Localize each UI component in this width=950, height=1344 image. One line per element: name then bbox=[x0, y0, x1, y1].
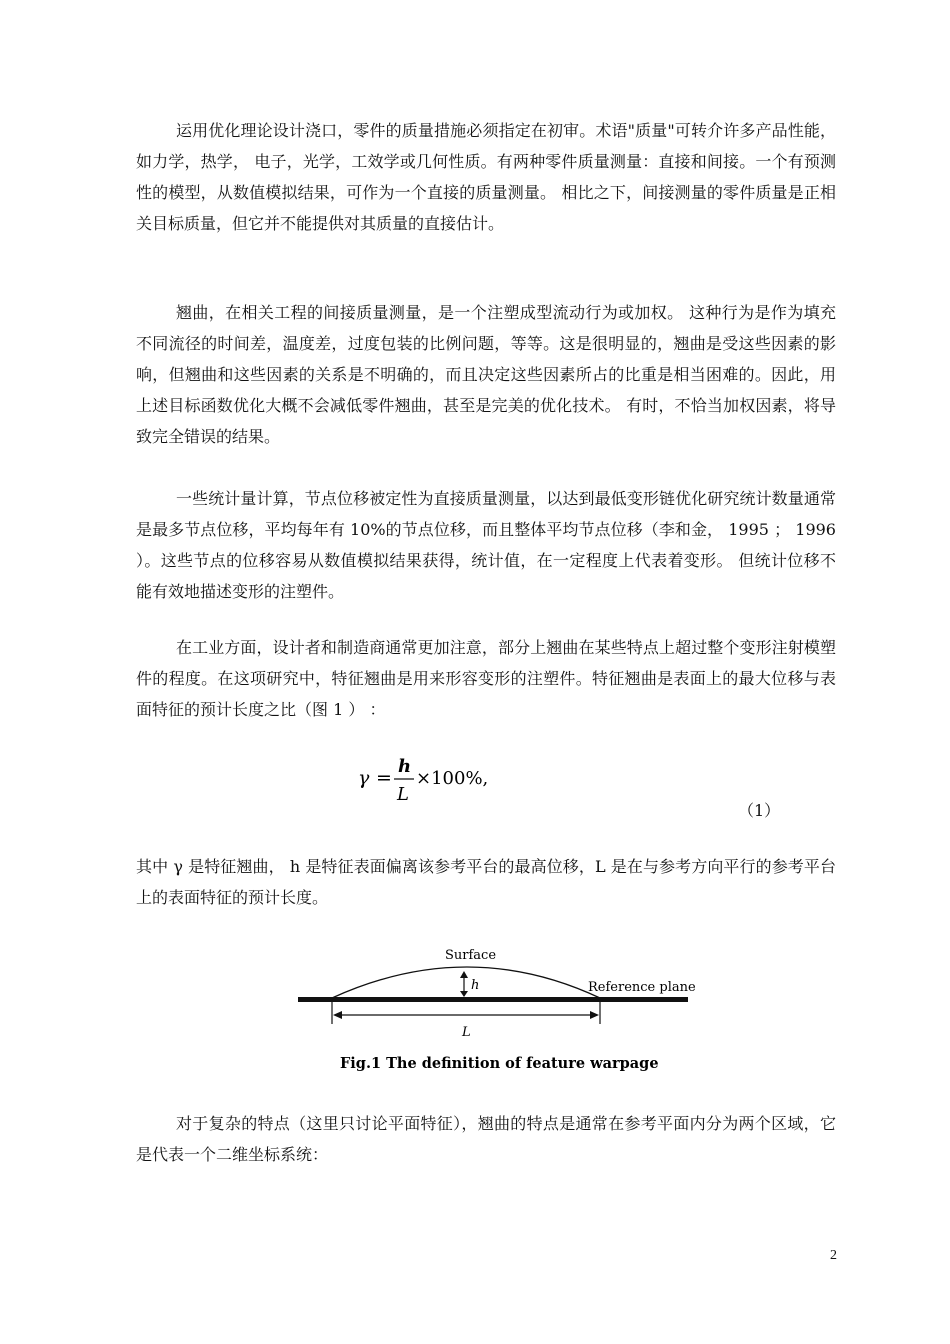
figure-caption: Fig.1 The definition of feature warpage bbox=[340, 1055, 659, 1072]
equation-number: （1） bbox=[738, 801, 781, 820]
equation-equals: = bbox=[376, 767, 392, 789]
surface-label: Surface bbox=[445, 948, 497, 963]
h-label: h bbox=[471, 978, 480, 993]
h-arrow-head-down bbox=[460, 991, 468, 997]
equation-denominator: L bbox=[397, 784, 409, 805]
page-number: 2 bbox=[830, 1248, 837, 1263]
paragraph-3: 一些统计量计算，节点位移被定性为直接质量测量，以达到最低变形链优化研究统计数量通常是最多节点位移，平均每年有 10%的节点位移，而且整体平均节点位移（李和金， 1995 ； 1996 ）。这些节点的位移容易从数值模拟结果获得，统计值，在一定程度上代表着变形。 但统计位移不能有效地描述变形的注塑件。 bbox=[136, 489, 836, 601]
l-arrow-left bbox=[333, 1011, 342, 1019]
equation-gamma: γ bbox=[358, 767, 370, 789]
paragraph-4: 在工业方面，设计者和制造商通常更加注意，部分上翘曲在某些特点上超过整个变形注射模塑件的程度。在这项研究中，特征翘曲是用来形容变形的注塑件。特征翘曲是表面上的最大位移与表面特征的预计长度之比（图 1 ） ： bbox=[136, 638, 836, 719]
paragraph-1: 运用优化理论设计浇口，零件的质量措施必须指定在初审。术语"质量"可转介许多产品性能，如力学，热学， 电子，光学，工效学或几何性质。有两种零件质量测量：直接和间接。一个有预测性的模型，从数值模拟结果，可作为一个直接的质量测量。 相比之下，间接测量的零件质量是正相关目标质量，但它并不能提供对其质量的直接估计。 bbox=[136, 121, 836, 233]
equation-numerator: h bbox=[398, 756, 412, 777]
h-arrow-head-up bbox=[460, 971, 468, 978]
reference-plane-label: Reference plane bbox=[588, 980, 696, 995]
reference-plane-bar bbox=[298, 997, 688, 1002]
paragraph-6: 对于复杂的特点（这里只讨论平面特征），翘曲的特点是通常在参考平面内分为两个区域，它是代表一个二维坐标系统： bbox=[136, 1114, 836, 1164]
warpage-equation bbox=[356, 752, 516, 812]
equation-multiplier: ×100%, bbox=[416, 768, 489, 789]
paragraph-2: 翘曲，在相关工程的间接质量测量，是一个注塑成型流动行为或加权。 这种行为是作为填充不同流径的时间差，温度差，过度包装的比例问题，等等。这是很明显的，翘曲是受这些因素的影响，但翘曲和这些因素的关系是不明确的，而且决定这些因素所占的比重是相当困难的。因此，用上述目标函数优化大概不会减低零件翘曲，甚至是完美的优化技术。 有时，不恰当加权因素，将导致完全错误的结果。 bbox=[136, 303, 836, 446]
figure-feature-warpage bbox=[296, 942, 706, 1077]
l-label: L bbox=[462, 1025, 471, 1040]
l-arrow-right bbox=[590, 1011, 599, 1019]
paragraph-5: 其中 γ 是特征翘曲， h 是特征表面偏离该参考平台的最高位移，L 是在与参考方向平行的参考平台上的表面特征的预计长度。 bbox=[136, 857, 836, 907]
